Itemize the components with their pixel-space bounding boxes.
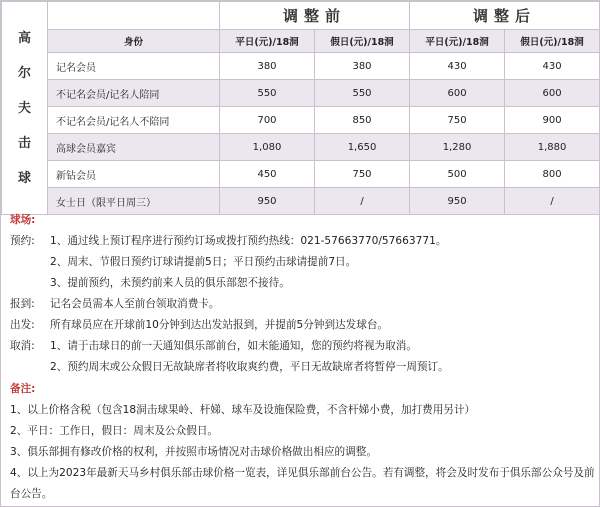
- price-cell: 700: [220, 107, 315, 134]
- rules-title: 球场:: [10, 214, 36, 226]
- price-cell: 550: [315, 80, 410, 107]
- row-identity: 记名会员: [48, 53, 220, 80]
- table-row: [2, 80, 600, 107]
- price-cell: /: [505, 188, 600, 215]
- table-row: [2, 161, 600, 188]
- price-cell: 850: [315, 107, 410, 134]
- side-char: 球: [17, 170, 31, 186]
- row-identity: 不记名会员/记名人陪同: [48, 80, 220, 107]
- col-header-holiday-after: 假日(元)/18洞: [505, 30, 600, 53]
- departure-label: 出发:: [10, 319, 35, 331]
- col-header-weekday-before: 平日(元)/18洞: [220, 30, 315, 53]
- row-identity: 高球会员嘉宾: [48, 134, 220, 161]
- price-cell: 450: [220, 161, 315, 188]
- notes-title: 备注:: [10, 383, 36, 395]
- note-item: 3、俱乐部拥有修改价格的权利，并按照市场情况对击球价格做出相应的调整。: [10, 446, 377, 458]
- price-cell: 1,080: [220, 134, 315, 161]
- price-cell: 1,280: [410, 134, 505, 161]
- price-cell: /: [315, 188, 410, 215]
- price-cell: 430: [410, 53, 505, 80]
- departure-text: 所有球员应在开球前10分钟到达出发站报到，并提前5分钟到达发球台。: [50, 319, 389, 331]
- notes-section: [10, 379, 595, 505]
- booking-rule-1: [10, 231, 595, 252]
- price-cell: 950: [410, 188, 505, 215]
- price-cell: 600: [505, 80, 600, 107]
- cancel-rule-2: 2、预约周末或公众假日无故缺席者将收取爽约费，平日无故缺席者将暂停一周预订。: [50, 361, 449, 373]
- cancel-text: 1、请于击球日的前一天通知俱乐部前台，如未能通知，您的预约将视为取消。: [50, 340, 417, 352]
- col-header-identity: 身份: [48, 30, 220, 53]
- booking-label: 预约:: [10, 235, 35, 247]
- table-row: [2, 134, 600, 161]
- price-cell: 950: [220, 188, 315, 215]
- side-label-golf: [2, 2, 48, 215]
- group-blank: [48, 2, 220, 30]
- price-cell: 380: [315, 53, 410, 80]
- checkin-text: 记名会员需本人至前台领取消费卡。: [50, 298, 220, 310]
- course-rules: [10, 210, 595, 378]
- price-cell: 750: [315, 161, 410, 188]
- col-header-holiday-before: 假日(元)/18洞: [315, 30, 410, 53]
- side-char: 夫: [17, 100, 31, 116]
- price-table: [1, 1, 600, 215]
- price-cell: 550: [220, 80, 315, 107]
- note-item: 4、以上为2023年最新天马乡村俱乐部击球价格一览表，详见俱乐部前台公告。若有调整，将会及时发布于俱乐部公众号及前台公告。: [10, 467, 595, 500]
- booking-rule-2: 2、周末、节假日预约订球请提前5日；平日预约击球请提前7日。: [50, 256, 357, 268]
- table-row: [2, 53, 600, 80]
- cancel-rule-1: [10, 336, 595, 357]
- price-cell: 500: [410, 161, 505, 188]
- side-char: 击: [17, 135, 31, 151]
- booking-text: 1、通过线上预订程序进行预约订场或拨打预约热线：021-57663770/57663771。: [50, 235, 447, 247]
- row-identity: 女士日（限平日周三）: [48, 188, 220, 215]
- checkin-label: 报到:: [10, 298, 35, 310]
- price-cell: 380: [220, 53, 315, 80]
- price-cell: 1,650: [315, 134, 410, 161]
- price-cell: 1,880: [505, 134, 600, 161]
- departure-rule: [10, 315, 595, 336]
- price-cell: 600: [410, 80, 505, 107]
- side-char: 高: [17, 30, 31, 46]
- price-cell: 900: [505, 107, 600, 134]
- group-after: 调整后: [410, 2, 600, 30]
- note-item: 2、平日：工作日，假日：周末及公众假日。: [10, 425, 219, 437]
- side-char: 尔: [17, 65, 31, 81]
- price-cell: 800: [505, 161, 600, 188]
- checkin-rule: [10, 294, 595, 315]
- price-cell: 430: [505, 53, 600, 80]
- group-before: 调整前: [220, 2, 410, 30]
- cancel-label: 取消:: [10, 340, 35, 352]
- table-row: [2, 107, 600, 134]
- note-item: 1、以上价格含税（包含18洞击球果岭、杆娣、球车及设施保险费，不含杆娣小费，加打费用另计）: [10, 404, 476, 416]
- row-identity: 不记名会员/记名人不陪同: [48, 107, 220, 134]
- booking-rule-3: 3、提前预约，未预约前来人员的俱乐部恕不接待。: [50, 277, 290, 289]
- row-identity: 新钻会员: [48, 161, 220, 188]
- price-cell: 750: [410, 107, 505, 134]
- col-header-weekday-after: 平日(元)/18洞: [410, 30, 505, 53]
